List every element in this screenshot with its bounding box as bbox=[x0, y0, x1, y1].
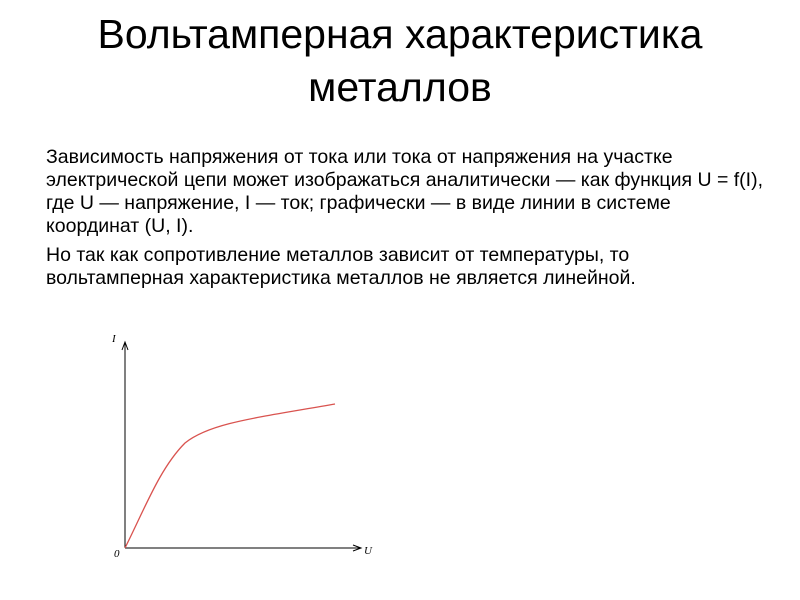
paragraph-nonlinear: Но так как сопротивление металлов зависит от температуры, то вольтамперная характеристика металлов не является линейной. bbox=[46, 244, 636, 289]
x-axis-label: U bbox=[364, 545, 372, 557]
y-axis-label: I bbox=[112, 333, 116, 345]
volt-ampere-graph bbox=[105, 328, 375, 568]
paragraph-definition: Зависимость напряжения от тока или тока от напряжения на участке электрической цепи может изображаться аналитически — как функция U = f(I), где U — напряжение, I — ток; графически — в виде линии в системе координат (U, I). bbox=[46, 146, 763, 237]
title-line-1: Вольтамперная характеристика bbox=[97, 11, 703, 57]
title-line-2: металлов bbox=[308, 64, 492, 110]
slide-body bbox=[46, 146, 766, 296]
origin-label: 0 bbox=[114, 548, 120, 560]
slide-title bbox=[0, 8, 800, 114]
iv-curve bbox=[125, 404, 335, 548]
